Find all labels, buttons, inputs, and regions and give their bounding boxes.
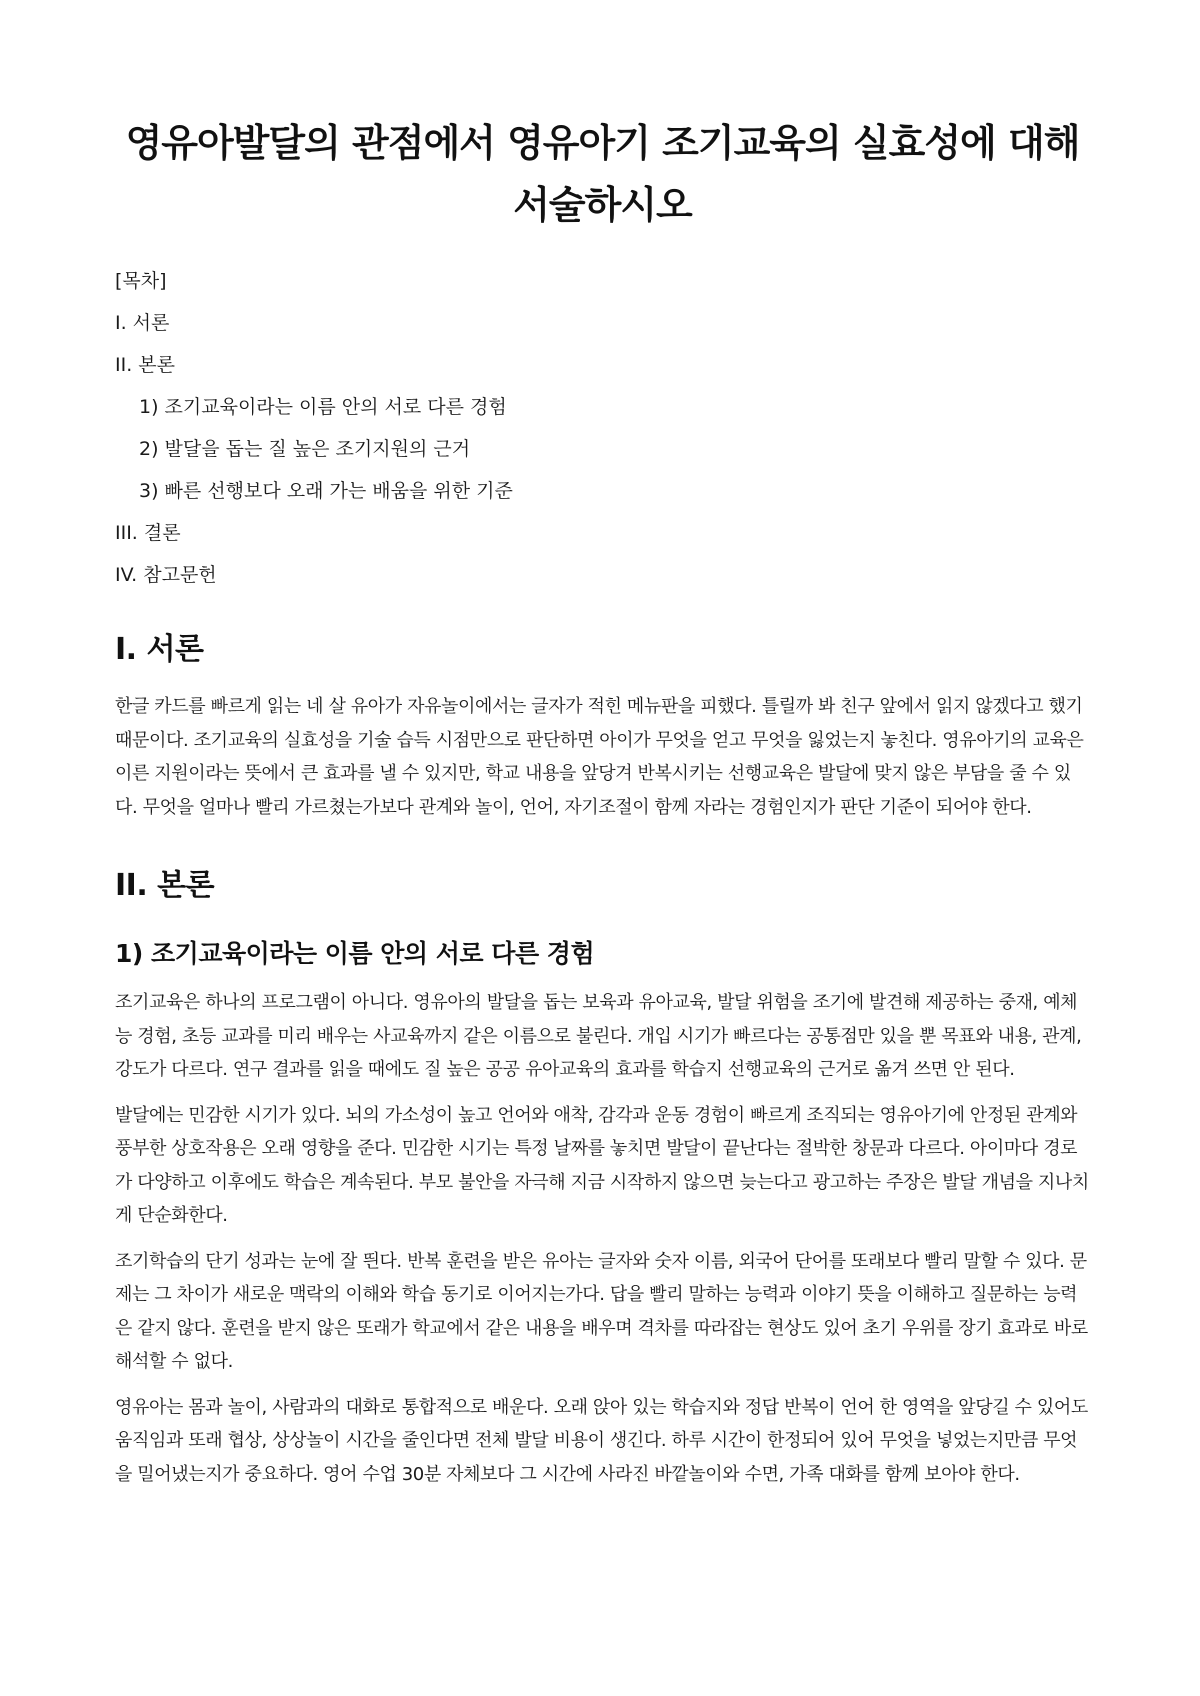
table-of-contents [115, 268, 1090, 588]
body-paragraph: 조기교육은 하나의 프로그램이 아니다. 영유아의 발달을 돕는 보육과 유아교육, 발달 위험을 조기에 발견해 제공하는 중재, 예체능 경험, 초등 교과를 미리 배우는 사교육까지 같은 이름으로 불린다. 개입 시기가 빠르다는 공통점만 있을 뿐 목표와 내용, 관계, 강도가 다르다. 연구 결과를 읽을 때에도 질 높은 공공 유아교육의 효과를 학습지 선행교육의 근거로 옮겨 쓰면 안 된다. [115, 992, 1082, 1080]
subsection-heading-1: 1) 조기교육이라는 이름 안의 서로 다른 경험 [115, 939, 595, 968]
toc-item-conclusion: III. 결론 [115, 522, 181, 544]
intro-paragraph: 한글 카드를 빠르게 읽는 네 살 유아가 자유놀이에서는 글자가 적힌 메뉴판을 피했다. 틀릴까 봐 친구 앞에서 읽지 않겠다고 했기 때문이다. 조기교육의 실효성을 기술 습득 시점만으로 판단하면 아이가 무엇을 얻고 무엇을 잃었는지 놓친다. 영유아기의 교육은 이른 지원이라는 뜻에서 큰 효과를 낼 수 있지만, 학교 내용을 앞당겨 반복시키는 선행교육은 발달에 맞지 않은 부담을 줄 수 있다. 무엇을 얼마나 빨리 가르쳤는가보다 관계와 놀이, 언어, 자기조절이 함께 자라는 경험인지가 판단 기준이 되어야 한다. [115, 696, 1084, 818]
toc-item-body: II. 본론 [115, 354, 175, 376]
section-heading-body: II. 본론 [115, 868, 215, 903]
body-paragraph: 발달에는 민감한 시기가 있다. 뇌의 가소성이 높고 언어와 애착, 감각과 운동 경험이 빠르게 조직되는 영유아기에 안정된 관계와 풍부한 상호작용은 오래 영향을 준다. 민감한 시기는 특정 날짜를 놓치면 발달이 끝난다는 절박한 창문과 다르다. 아이마다 경로가 다양하고 이후에도 학습은 계속된다. 부모 불안을 자극해 지금 시작하지 않으면 늦는다고 광고하는 주장은 발달 개념을 지나치게 단순화한다. [115, 1104, 1089, 1226]
body-paragraph: 조기학습의 단기 성과는 눈에 잘 띈다. 반복 훈련을 받은 유아는 글자와 숫자 이름, 외국어 단어를 또래보다 빨리 말할 수 있다. 문제는 그 차이가 새로운 맥락의 이해와 학습 동기로 이어지는가다. 답을 빨리 말하는 능력과 이야기 뜻을 이해하고 질문하는 능력은 같지 않다. 훈련을 받지 않은 또래가 학교에서 같은 내용을 배우며 격차를 따라잡는 현상도 있어 초기 우위를 장기 효과로 바로 해석할 수 없다. [115, 1250, 1088, 1372]
toc-item-body-1: 1) 조기교육이라는 이름 안의 서로 다른 경험 [139, 396, 507, 418]
body-paragraph: 영유아는 몸과 놀이, 사람과의 대화로 통합적으로 배운다. 오래 앉아 있는 학습지와 정답 반복이 언어 한 영역을 앞당길 수 있어도 움직임과 또래 협상, 상상놀이 시간을 줄인다면 전체 발달 비용이 생긴다. 하루 시간이 한정되어 있어 무엇을 넣었는지만큼 무엇을 밀어냈는지가 중요하다. 영어 수업 30분 자체보다 그 시간에 사라진 바깥놀이와 수면, 가족 대화를 함께 보아야 한다. [115, 1396, 1088, 1485]
document-title: 영유아발달의 관점에서 영유아기 조기교육의 실효성에 대해 서술하시오 [125, 121, 1080, 227]
toc-item-intro: I. 서론 [115, 312, 170, 334]
toc-label: [목차] [115, 270, 167, 292]
toc-item-references: IV. 참고문헌 [115, 564, 217, 586]
section-heading-intro: I. 서론 [115, 632, 204, 667]
toc-item-body-3: 3) 빠른 선행보다 오래 가는 배움을 위한 기준 [139, 480, 513, 502]
toc-item-body-2: 2) 발달을 돕는 질 높은 조기지원의 근거 [139, 438, 471, 460]
